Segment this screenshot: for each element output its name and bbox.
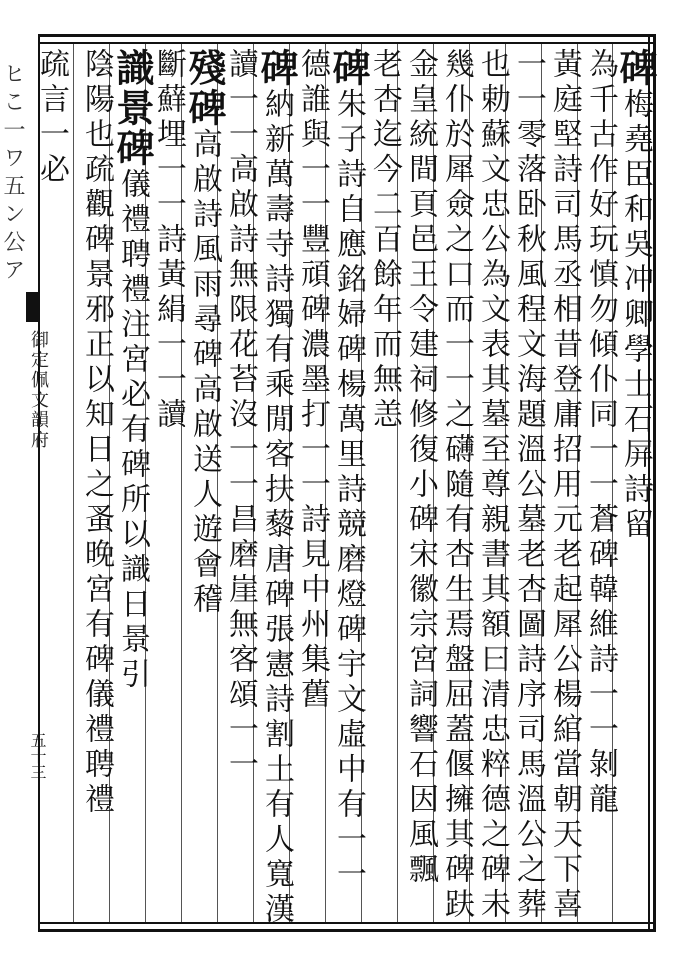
column-text: 讀一一高啟詩無限花苔沒一一昌磨崖無客頌一一	[223, 48, 258, 783]
frame-inner-top	[38, 42, 656, 44]
column-text: 幾仆於犀僉之口而一一之礴隨有杏生焉盤屈蓋偃擁其碑趺	[439, 48, 474, 923]
previous-leaf-glyphs: ヒこ一ワ五ン公ア	[0, 62, 25, 286]
column-text: 也勅蘇文忠公為文表其墓至尊親書其額曰清忠粹德之碑未	[475, 48, 510, 923]
column-text: 納新萬壽寺詩獨有乘閒客扶藜唐碑張憲詩割土有人寬漢	[259, 88, 294, 928]
column-text: 梅堯臣和吳冲卿學士石屏詩留	[618, 88, 653, 543]
column-text: 黃庭堅詩司馬丞相昔登庸招用元老起犀公楊綰當朝天下喜	[547, 48, 582, 923]
column-text: 疏言一必	[34, 48, 69, 188]
fold-label: 御定佩文韻府	[28, 330, 49, 450]
headword: 碑	[254, 48, 299, 88]
text-column	[73, 48, 119, 914]
column-text: 高啟詩風雨尋碑高啟送人遊會稽	[187, 128, 222, 618]
column-text: 朱子詩自應銘婦碑楊萬里詩競磨燈碑宇文虛中有一一	[331, 88, 366, 893]
headword: 識景碑	[110, 48, 155, 168]
column-text: 斷蘚埋一一詩黃絹一一讀	[151, 48, 186, 433]
headword: 碑	[613, 48, 658, 88]
column-text: 老杏迄今二百餘年而無恙	[367, 48, 402, 433]
margin-strip	[0, 0, 26, 969]
column-text: 一一零落卧秋風程文海題溫公墓老杏圖詩序司馬溫公之葬	[511, 48, 546, 923]
column-text: 儀禮聘禮注宮必有碑所以識日景引	[115, 168, 150, 693]
column-text: 為千古作好玩慎勿傾仆同一一蒼碑韓維詩一一剝龍	[583, 48, 618, 818]
column-text: 陰陽也疏觀碑景邪正以知日之蚤晚宮有碑儀禮聘禮	[79, 48, 114, 818]
page-number: 五十三	[28, 732, 47, 780]
headword: 碑	[326, 48, 371, 88]
column-text: 金皇統間頁邑王令建祠修復小碑宋徽宗宮詞響石因風飄	[403, 48, 438, 888]
headword: 殘碑	[182, 48, 227, 128]
column-text: 德誰與一一豐頑碑濃墨打一一詩見中州集舊	[295, 48, 330, 713]
